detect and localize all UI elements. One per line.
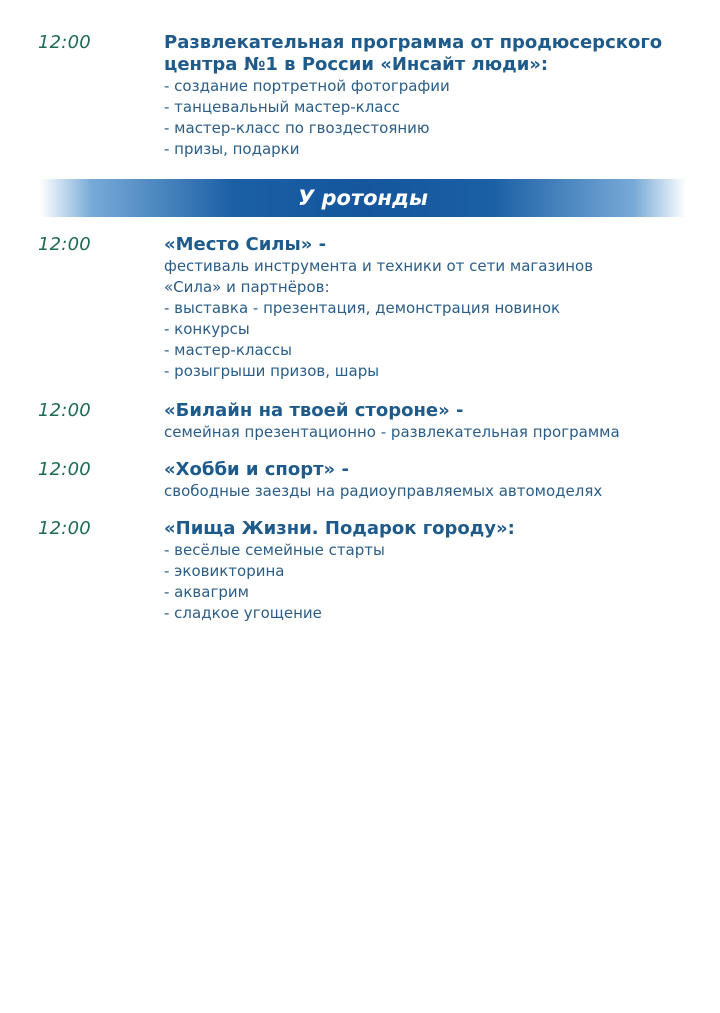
- event-time: 12:00: [38, 518, 91, 539]
- event-detail-line: - розыгрыши призов, шары: [164, 362, 380, 380]
- event-title-line: «Пища Жизни. Подарок городу»:: [164, 518, 515, 539]
- event-detail-line: - выставка - презентация, демонстрация новинок: [164, 299, 561, 317]
- event-detail-line: - танцевальный мастер-класс: [164, 98, 400, 116]
- event-detail-line: - аквагрим: [164, 583, 249, 601]
- event-detail-line: - сладкое угощение: [164, 604, 322, 622]
- event-content: [164, 234, 704, 382]
- event-title-line: «Хобби и спорт» -: [164, 459, 349, 480]
- event-detail-line: - весёлые семейные старты: [164, 541, 385, 559]
- event-content: [164, 459, 704, 502]
- event-detail-line: - эковикторина: [164, 562, 285, 580]
- event-detail-line: - призы, подарки: [164, 140, 300, 158]
- event-content: [164, 518, 704, 624]
- section-banner: [40, 179, 686, 217]
- event-detail-line: - создание портретной фотографии: [164, 77, 450, 95]
- event-content: [164, 32, 704, 160]
- event-time: 12:00: [38, 234, 91, 255]
- event-time: 12:00: [38, 459, 91, 480]
- event-detail-line: фестиваль инструмента и техники от сети магазинов: [164, 257, 594, 275]
- event-detail-line: семейная презентационно - развлекательная программа: [164, 423, 620, 441]
- event-detail-line: - мастер-класс по гвоздестоянию: [164, 119, 430, 137]
- event-title-line: «Место Силы» -: [164, 234, 327, 255]
- event-detail-line: - мастер-классы: [164, 341, 293, 359]
- event-time: 12:00: [38, 32, 91, 53]
- event-title-line: центра №1 в России «Инсайт люди»:: [164, 54, 549, 75]
- event-time: 12:00: [38, 400, 91, 421]
- event-detail-line: свободные заезды на радиоуправляемых автомоделях: [164, 482, 603, 500]
- event-detail-line: - конкурсы: [164, 320, 250, 338]
- event-title-line: «Билайн на твоей стороне» -: [164, 400, 464, 421]
- event-content: [164, 400, 704, 443]
- section-title: У ротонды: [297, 186, 429, 210]
- event-detail-line: «Сила» и партнёров:: [164, 278, 330, 296]
- event-title-line: Развлекательная программа от продюсерского: [164, 32, 663, 53]
